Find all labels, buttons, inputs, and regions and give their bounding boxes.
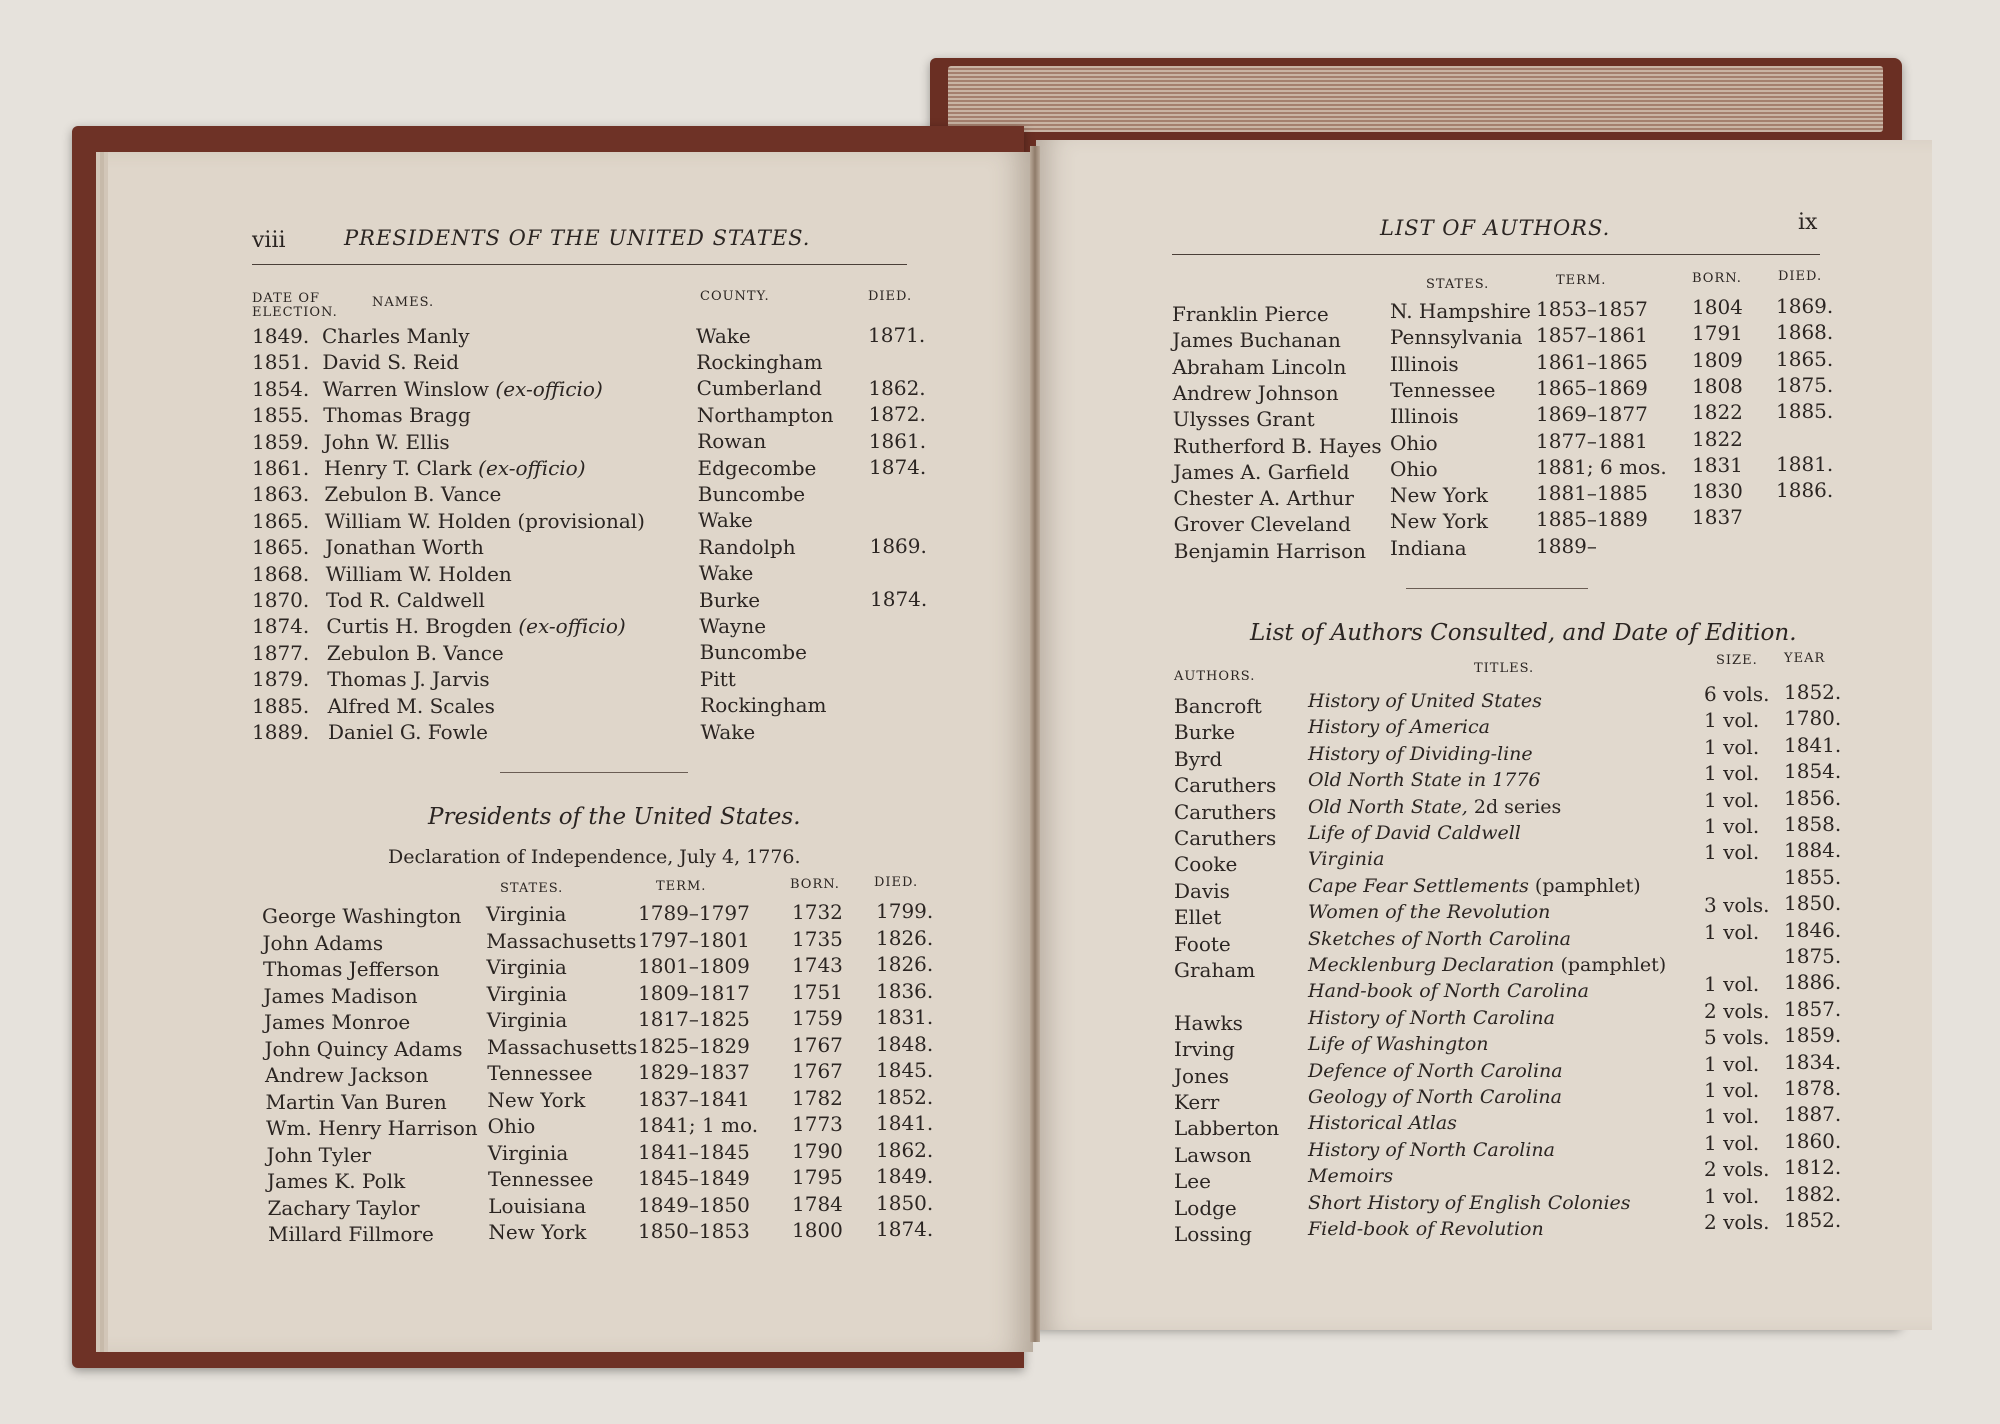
governor-county: Burke	[699, 587, 761, 612]
president-term: 1845–1849	[638, 1166, 750, 1190]
president-name: Wm. Henry Harrison	[266, 1116, 478, 1140]
president-born: 1822	[1692, 426, 1743, 451]
president-term: 1877–1881	[1536, 428, 1648, 453]
author-size: 1 vol.	[1704, 919, 1760, 944]
president-term: 1881; 6 mos.	[1536, 454, 1667, 479]
governor-year: 1889.	[252, 720, 310, 744]
author-year: 1856.	[1784, 785, 1842, 810]
governor-died: 1862.	[868, 375, 926, 400]
president-born: 1791	[1692, 321, 1743, 346]
author-name: Graham	[1174, 958, 1256, 982]
governor-year: 1849.	[252, 324, 310, 348]
president-died: 1849.	[876, 1164, 934, 1188]
author-title: Short History of English Colonies	[1308, 1191, 1631, 1214]
governor-county: Rowan	[697, 429, 767, 454]
governor-year: 1859.	[252, 429, 310, 454]
president-term: 1881–1885	[1536, 481, 1648, 506]
president-born: 1800	[792, 1218, 843, 1242]
author-size: 1 vol.	[1704, 734, 1760, 759]
president-name: James Monroe	[264, 1010, 411, 1034]
col-head-died: DIED.	[868, 289, 913, 304]
president-died: 1875.	[1776, 372, 1834, 397]
president-born: 1822	[1692, 400, 1743, 425]
author-size: 1 vol.	[1704, 1104, 1760, 1129]
president-born: 1809	[1692, 347, 1743, 372]
governor-year: 1855.	[252, 403, 310, 428]
author-title: History of North Carolina	[1308, 1138, 1555, 1161]
author-year: 1855.	[1784, 864, 1842, 889]
president-name: Ulysses Grant	[1172, 407, 1315, 432]
governor-county: Wake	[696, 323, 751, 348]
president-died: 1836.	[876, 978, 934, 1003]
governor-name: Zebulon B. Vance	[326, 640, 504, 665]
author-size: 6 vols.	[1704, 682, 1770, 706]
president-name: Chester A. Arthur	[1173, 486, 1354, 511]
governor-county: Rockingham	[696, 349, 823, 374]
author-year: 1854.	[1784, 759, 1842, 784]
president-name: James K. Polk	[267, 1169, 406, 1193]
author-size: 1 vol.	[1704, 1078, 1760, 1102]
authors-title: List of Authors Consulted, and Date of Edition.	[1250, 620, 1797, 646]
author-name: Jones	[1174, 1063, 1230, 1088]
president-died: 1850.	[876, 1190, 934, 1215]
author-year: 1886.	[1784, 970, 1842, 995]
president-state: Ohio	[1390, 430, 1438, 455]
president-state: Indiana	[1390, 535, 1467, 560]
governor-county: Rockingham	[700, 693, 827, 718]
president-born: 1795	[792, 1165, 843, 1189]
president-term: 1849–1850	[638, 1192, 750, 1217]
running-head-right: LIST OF AUTHORS.	[1380, 216, 1611, 240]
governor-note: (ex-officio)	[471, 456, 586, 480]
author-name: Lossing	[1174, 1222, 1252, 1246]
president-term: 1797–1801	[638, 927, 750, 952]
president-name: Martin Van Buren	[265, 1089, 447, 1114]
governor-died: 1874.	[870, 587, 928, 611]
presidents-title: Presidents of the United States.	[428, 804, 801, 830]
president-state: Massachusetts	[487, 1034, 638, 1059]
author-title: Old North State in 1776	[1308, 769, 1541, 792]
author-size: 2 vols.	[1704, 1157, 1770, 1182]
president-born: 1767	[792, 1032, 843, 1057]
declaration-line: Declaration of Independence, July 4, 1776.	[388, 846, 801, 868]
author-title: Memoirs	[1308, 1165, 1394, 1188]
governor-county: Wake	[698, 561, 754, 586]
author-year: 1857.	[1784, 996, 1842, 1021]
header-rule-right	[1172, 254, 1820, 255]
president-born: 1830	[1692, 479, 1743, 504]
author-name: Caruthers	[1174, 799, 1277, 824]
president-name: Thomas Jefferson	[263, 957, 440, 981]
president-state: New York	[487, 1087, 586, 1112]
president-state: Virginia	[486, 1008, 568, 1032]
author-title: Old North State, 2d series	[1308, 795, 1562, 818]
author-title: Mecklenburg Declaration (pamphlet)	[1308, 954, 1667, 976]
president-state: N. Hampshire	[1390, 299, 1532, 323]
president-born: 1790	[792, 1138, 843, 1163]
president-state: Virginia	[487, 1140, 569, 1165]
president-state: New York	[1390, 509, 1488, 534]
header-rule-left	[252, 264, 907, 265]
president-term: 1829–1837	[638, 1060, 750, 1084]
page-edges	[948, 66, 1883, 132]
president-name: Benjamin Harrison	[1173, 538, 1367, 563]
president-term: 1809–1817	[638, 980, 750, 1005]
author-size: 1 vol.	[1704, 840, 1760, 865]
author-year: 1887.	[1784, 1102, 1842, 1127]
author-name: Hawks	[1174, 1010, 1243, 1035]
author-title: Field-book of Revolution	[1308, 1218, 1544, 1240]
author-year: 1812.	[1784, 1155, 1842, 1180]
author-year: 1875.	[1784, 944, 1842, 968]
president-state: Pennsylvania	[1390, 325, 1523, 350]
pres-head-term-right: TERM.	[1556, 273, 1607, 288]
governor-county: Wake	[698, 508, 753, 533]
author-name: Kerr	[1174, 1090, 1220, 1114]
author-title: Defence of North Carolina	[1308, 1059, 1563, 1082]
author-size: 1 vol.	[1704, 1183, 1760, 1208]
author-size: 2 vols.	[1704, 998, 1770, 1023]
governor-county: Buncombe	[699, 640, 807, 665]
governor-county: Pitt	[699, 666, 736, 691]
author-size: 1 vol.	[1704, 787, 1760, 812]
president-state: New York	[488, 1220, 587, 1244]
governor-died: 1871.	[868, 323, 926, 347]
president-died: 1841.	[876, 1111, 934, 1135]
president-born: 1837	[1692, 505, 1743, 530]
president-died: 1826.	[876, 952, 934, 976]
president-state: Illinois	[1390, 404, 1459, 429]
author-year: 1858.	[1784, 812, 1842, 836]
governor-year: 1865.	[252, 508, 310, 533]
author-size: 1 vol.	[1704, 1130, 1760, 1155]
author-year: 1850.	[1784, 891, 1842, 916]
author-size: 2 vols.	[1704, 1210, 1770, 1234]
author-title: History of North Carolina	[1308, 1006, 1555, 1029]
authors-head-size: SIZE.	[1716, 653, 1758, 668]
president-died: 1826.	[876, 925, 934, 950]
author-title-note: 2d series	[1467, 795, 1562, 818]
author-name: Davis	[1174, 878, 1230, 903]
governor-county: Wayne	[699, 613, 767, 638]
governor-year: 1877.	[252, 640, 310, 665]
president-born: 1751	[792, 979, 843, 1004]
president-name: John Quincy Adams	[264, 1036, 463, 1061]
president-term: 1841–1845	[638, 1139, 750, 1164]
governor-name: John W. Ellis	[323, 429, 450, 454]
running-head-left: PRESIDENTS OF THE UNITED STATES.	[344, 226, 811, 250]
president-died: 1865.	[1776, 346, 1834, 371]
president-state: Illinois	[1390, 351, 1459, 376]
author-name: Byrd	[1174, 746, 1223, 771]
pres-head-died-left: DIED.	[874, 875, 919, 890]
president-term: 1801–1809	[638, 954, 750, 978]
author-size: 1 vol.	[1704, 972, 1760, 997]
governor-county: Cumberland	[696, 376, 822, 401]
president-died: 1885.	[1776, 399, 1834, 424]
president-died: 1868.	[1776, 320, 1834, 345]
governor-name: William W. Holden	[325, 561, 512, 586]
president-born: 1759	[792, 1006, 843, 1030]
governor-year: 1868.	[252, 561, 310, 586]
governor-year: 1874.	[252, 614, 310, 639]
governor-name: Henry T. Clark (ex-officio)	[324, 456, 586, 480]
author-name: Caruthers	[1174, 826, 1277, 850]
author-name: Foote	[1174, 931, 1231, 956]
author-title: Geology of North Carolina	[1308, 1086, 1562, 1108]
president-term: 1865–1869	[1536, 375, 1648, 400]
governor-year: 1861.	[252, 456, 310, 480]
president-name: Andrew Jackson	[265, 1063, 429, 1087]
author-title: History of Dividing-line	[1308, 742, 1533, 765]
author-size: 3 vols.	[1704, 893, 1770, 918]
section-divider-right	[1406, 588, 1588, 589]
author-size: 1 vol.	[1704, 814, 1760, 838]
governor-name: David S. Reid	[322, 350, 460, 375]
governor-year: 1870.	[252, 588, 310, 612]
pres-head-born-right: BORN.	[1692, 271, 1742, 286]
governor-year: 1854.	[252, 376, 310, 401]
governor-name: Zebulon B. Vance	[324, 482, 502, 507]
author-name: Irving	[1174, 1037, 1235, 1062]
governor-name: William W. Holden (provisional)	[324, 508, 645, 533]
governor-year: 1865.	[252, 535, 310, 560]
president-born: 1732	[792, 900, 843, 924]
col-head-names: NAMES.	[372, 295, 435, 310]
president-died: 1874.	[876, 1217, 934, 1241]
president-name: Grover Cleveland	[1173, 512, 1351, 537]
president-term: 1861–1865	[1536, 349, 1648, 374]
president-born: 1782	[792, 1085, 843, 1110]
president-term: 1853–1857	[1536, 297, 1648, 321]
governor-name: Tod R. Caldwell	[326, 588, 485, 612]
author-title-note: (pamphlet)	[1554, 954, 1667, 976]
president-name: John Tyler	[266, 1142, 372, 1167]
author-title: History of United States	[1308, 690, 1542, 712]
governor-died: 1861.	[868, 428, 927, 453]
author-title: Life of David Caldwell	[1308, 822, 1521, 844]
governor-note: (ex-officio)	[511, 614, 626, 639]
president-name: Millard Fillmore	[268, 1222, 434, 1246]
president-died: 1881.	[1776, 451, 1834, 476]
author-year: 1834.	[1784, 1049, 1842, 1074]
governor-name: Thomas Bragg	[323, 403, 471, 428]
president-term: 1825–1829	[638, 1033, 750, 1058]
section-divider-left	[500, 772, 688, 773]
president-died: 1845.	[876, 1058, 934, 1082]
president-died: 1848.	[876, 1031, 934, 1056]
president-name: James Madison	[263, 983, 418, 1008]
author-name: Lawson	[1174, 1142, 1252, 1167]
author-year: 1878.	[1784, 1076, 1842, 1100]
governor-county: Randolph	[698, 534, 796, 559]
pres-head-term-left: TERM.	[656, 879, 707, 894]
president-term: 1817–1825	[638, 1007, 750, 1031]
author-title: Cape Fear Settlements (pamphlet)	[1308, 874, 1641, 897]
president-died: 1886.	[1776, 478, 1834, 503]
governor-name: Daniel G. Fowle	[328, 720, 488, 744]
author-year: 1852.	[1784, 680, 1842, 704]
author-year: 1852.	[1784, 1208, 1842, 1232]
president-term: 1841; 1 mo.	[638, 1113, 759, 1137]
page-number-left: viii	[252, 228, 286, 253]
governor-name: Curtis H. Brogden (ex-officio)	[326, 614, 626, 639]
author-year: 1884.	[1784, 838, 1842, 863]
president-state: New York	[1390, 483, 1488, 508]
author-name: Lodge	[1174, 1195, 1237, 1220]
president-state: Virginia	[486, 955, 567, 979]
president-name: James A. Garfield	[1173, 459, 1350, 484]
president-died: 1799.	[876, 899, 934, 923]
governor-name: Warren Winslow (ex-officio)	[322, 376, 603, 401]
author-name: Lee	[1174, 1169, 1211, 1194]
author-year: 1780.	[1784, 706, 1842, 731]
pres-head-states-left: STATES.	[500, 881, 564, 896]
president-state: Tennessee	[1390, 377, 1496, 402]
author-name: Labberton	[1174, 1116, 1280, 1141]
author-title: Life of Washington	[1308, 1033, 1489, 1056]
authors-head-titles: TITLES.	[1474, 661, 1535, 676]
author-title: Sketches of North Carolina	[1308, 927, 1571, 950]
governor-died: 1874.	[869, 455, 927, 479]
president-name: George Washington	[262, 904, 462, 928]
president-born: 1831	[1692, 452, 1743, 477]
author-name: Bancroft	[1174, 694, 1262, 718]
president-state: Massachusetts	[486, 928, 637, 953]
president-died: 1831.	[876, 1005, 934, 1029]
president-name: Franklin Pierce	[1172, 302, 1329, 326]
president-died: 1862.	[876, 1137, 934, 1162]
president-term: 1885–1889	[1536, 507, 1648, 532]
governor-name: Charles Manly	[322, 324, 470, 348]
president-name: Abraham Lincoln	[1172, 354, 1347, 379]
president-term: 1869–1877	[1536, 402, 1648, 427]
author-size: 1 vol.	[1704, 761, 1760, 786]
president-state: Virginia	[486, 902, 567, 926]
governor-year: 1851.	[252, 350, 310, 375]
governor-year: 1863.	[252, 482, 310, 507]
president-name: Rutherford B. Hayes	[1173, 433, 1382, 458]
pres-head-states-right: STATES.	[1426, 277, 1490, 292]
governor-died: 1872.	[868, 402, 926, 427]
president-term: 1850–1853	[638, 1219, 750, 1243]
author-name: Cooke	[1174, 852, 1238, 877]
author-year: 1841.	[1784, 732, 1842, 757]
governor-name: Thomas J. Jarvis	[327, 667, 490, 692]
president-state: Ohio	[1390, 456, 1438, 481]
president-state: Tennessee	[487, 1061, 593, 1085]
president-died: 1869.	[1776, 294, 1834, 318]
president-born: 1773	[792, 1112, 843, 1136]
president-born: 1784	[792, 1191, 843, 1216]
author-title: Virginia	[1308, 848, 1385, 871]
authors-head-authors: AUTHORS.	[1174, 669, 1256, 684]
president-born: 1804	[1692, 295, 1743, 319]
page-number-right: ix	[1798, 210, 1818, 235]
president-name: John Adams	[262, 930, 384, 955]
governor-year: 1885.	[252, 693, 310, 718]
author-size: 5 vols.	[1704, 1025, 1770, 1050]
pres-head-born-left: BORN.	[790, 877, 840, 892]
author-year: 1846.	[1784, 917, 1842, 942]
president-born: 1808	[1692, 373, 1743, 398]
book-gutter	[1030, 146, 1040, 1342]
governor-name: Jonathan Worth	[325, 535, 484, 560]
governor-county: Wake	[700, 719, 756, 744]
pres-head-died-right: DIED.	[1778, 269, 1823, 284]
governor-died: 1869.	[869, 534, 927, 559]
president-name: James Buchanan	[1172, 328, 1341, 353]
governor-year: 1879.	[252, 667, 310, 692]
author-title: Historical Atlas	[1308, 1112, 1457, 1135]
governor-note: (ex-officio)	[489, 376, 603, 401]
author-title: History of America	[1308, 716, 1490, 739]
president-born: 1735	[792, 926, 843, 951]
governor-county: Buncombe	[697, 481, 806, 506]
author-title: Hand-book of North Carolina	[1308, 980, 1589, 1003]
author-year: 1860.	[1784, 1128, 1842, 1153]
author-title: Women of the Revolution	[1308, 901, 1551, 924]
author-size: 1 vol.	[1704, 708, 1760, 733]
president-born: 1743	[792, 953, 843, 977]
author-name: Ellet	[1174, 905, 1222, 930]
governor-county: Northampton	[696, 402, 834, 427]
president-state: Ohio	[487, 1114, 536, 1138]
authors-head-year: YEAR	[1784, 651, 1826, 666]
president-born: 1767	[792, 1059, 843, 1083]
author-title-note: (pamphlet)	[1528, 874, 1641, 897]
col-head-date: DATE OF ELECTION.	[252, 291, 338, 320]
author-name: Caruthers	[1174, 773, 1277, 798]
author-year: 1882.	[1784, 1181, 1842, 1206]
president-state: Tennessee	[488, 1167, 594, 1191]
president-term: 1889–	[1536, 533, 1597, 558]
president-term: 1789–1797	[638, 901, 750, 925]
author-year: 1859.	[1784, 1023, 1842, 1048]
president-state: Virginia	[486, 981, 568, 1006]
president-died: 1852.	[876, 1084, 934, 1109]
governor-county: Edgecombe	[697, 455, 817, 480]
president-name: Zachary Taylor	[267, 1195, 420, 1220]
author-name: Burke	[1174, 720, 1236, 745]
col-head-county: COUNTY.	[700, 289, 770, 304]
president-term: 1837–1841	[638, 1086, 750, 1111]
author-size: 1 vol.	[1704, 1051, 1760, 1076]
president-term: 1857–1861	[1536, 323, 1648, 348]
governor-name: Alfred M. Scales	[327, 693, 495, 718]
president-name: Andrew Johnson	[1172, 380, 1339, 405]
president-state: Louisiana	[488, 1193, 587, 1218]
